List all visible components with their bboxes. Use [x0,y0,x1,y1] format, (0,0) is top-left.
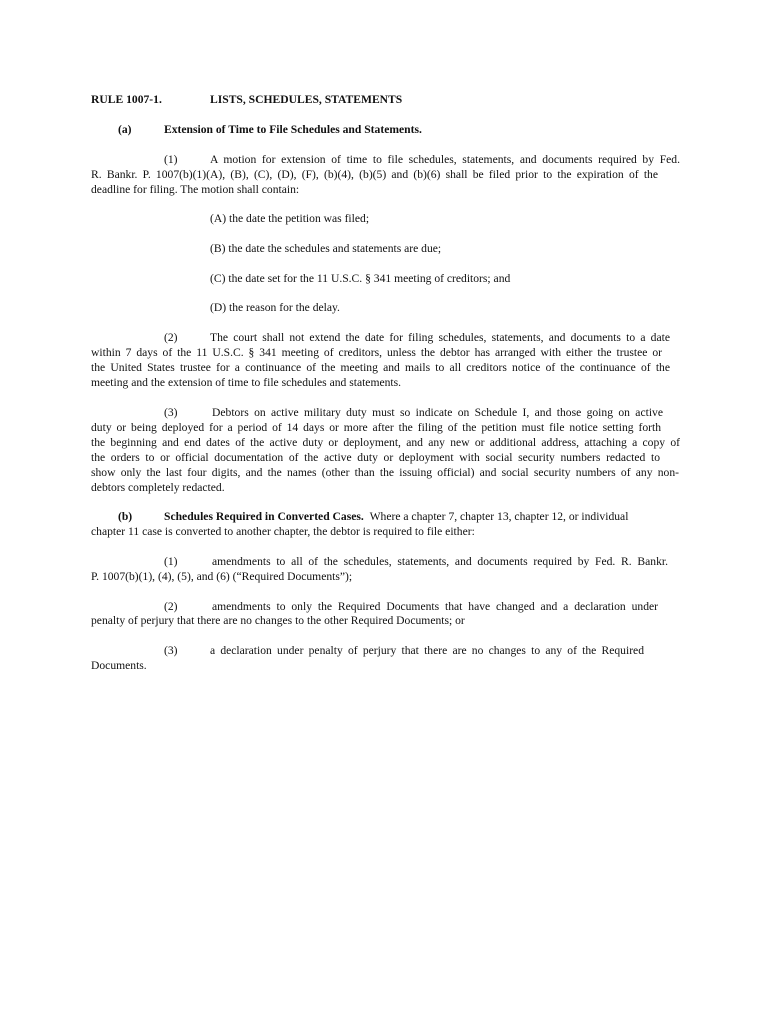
a2-line-2: within 7 days of the 11 U.S.C. § 341 meeting of creditors, unless the debtor has arranged with either the trustee or [91,346,662,359]
b3-line-2: Documents. [91,659,147,672]
a1-line-2: R. Bankr. P. 1007(b)(1)(A), (B), (C), (D), (F), (b)(4), (b)(5) and (b)(6) shall be filed prior to the expiration of the [91,168,658,181]
section-a-label: (a) [118,123,132,136]
a1-number: (1) [164,153,178,166]
section-b-intro-line-1 [164,510,628,524]
a3-line-6: debtors completely redacted. [91,481,225,494]
a3-line-1: Debtors on active military duty must so indicate on Schedule I, and those going on active [212,406,663,419]
b3-number: (3) [164,644,178,657]
a3-line-3: the beginning and end dates of the active duty or deployment, and any new or additional address, attaching a copy of [91,436,680,449]
rule-title: LISTS, SCHEDULES, STATEMENTS [210,93,403,106]
a3-number: (3) [164,406,178,419]
section-b-label: (b) [118,510,133,523]
a3-line-2: duty or being deployed for a period of 14 days or more after the filing of the petition must file notice setting forth [91,421,661,434]
b2-line-2: penalty of perjury that there are no changes to the other Required Documents; or [91,614,465,627]
a1-line-1: A motion for extension of time to file schedules, statements, and documents required by Fed. [210,153,680,166]
section-b-intro-line-2: chapter 11 case is converted to another chapter, the debtor is required to file either: [91,525,475,538]
a1-item-c: (C) the date set for the 11 U.S.C. § 341 meeting of creditors; and [210,272,511,285]
b3-line-1: a declaration under penalty of perjury that there are no changes to any of the Required [210,644,644,657]
a2-line-4: meeting and the extension of time to file schedules and statements. [91,376,402,389]
section-b-heading: Schedules Required in Converted Cases. [164,510,364,523]
section-a-heading: Extension of Time to File Schedules and Statements. [164,123,422,136]
a2-line-3: the United States trustee for a continuance of the meeting and mails to all creditors notice of the continuance of the [91,361,670,374]
b1-line-1: amendments to all of the schedules, statements, and documents required by Fed. R. Bankr. [212,555,668,568]
a1-item-b: (B) the date the schedules and statements are due; [210,242,442,255]
a2-line-1: The court shall not extend the date for filing schedules, statements, and documents to a date [210,331,670,344]
a1-line-3: deadline for filing. The motion shall contain: [91,183,300,196]
a3-line-5: show only the last four digits, and the names (other than the issuing official) and social security numbers of any non- [91,466,679,479]
b1-number: (1) [164,555,178,568]
b2-line-1: amendments to only the Required Documents that have changed and a declaration under [212,600,658,613]
a1-item-d: (D) the reason for the delay. [210,301,340,314]
rule-number: RULE 1007-1. [91,93,162,106]
b2-number: (2) [164,600,178,613]
a2-number: (2) [164,331,178,344]
section-b-intro: Where a chapter 7, chapter 13, chapter 12, or individual [369,510,629,523]
a1-item-a: (A) the date the petition was filed; [210,212,370,225]
b1-line-2: P. 1007(b)(1), (4), (5), and (6) (“Required Documents”); [91,570,353,583]
a3-line-4: the orders to or official documentation of the active duty or deployment with social security numbers redacted to [91,451,660,464]
